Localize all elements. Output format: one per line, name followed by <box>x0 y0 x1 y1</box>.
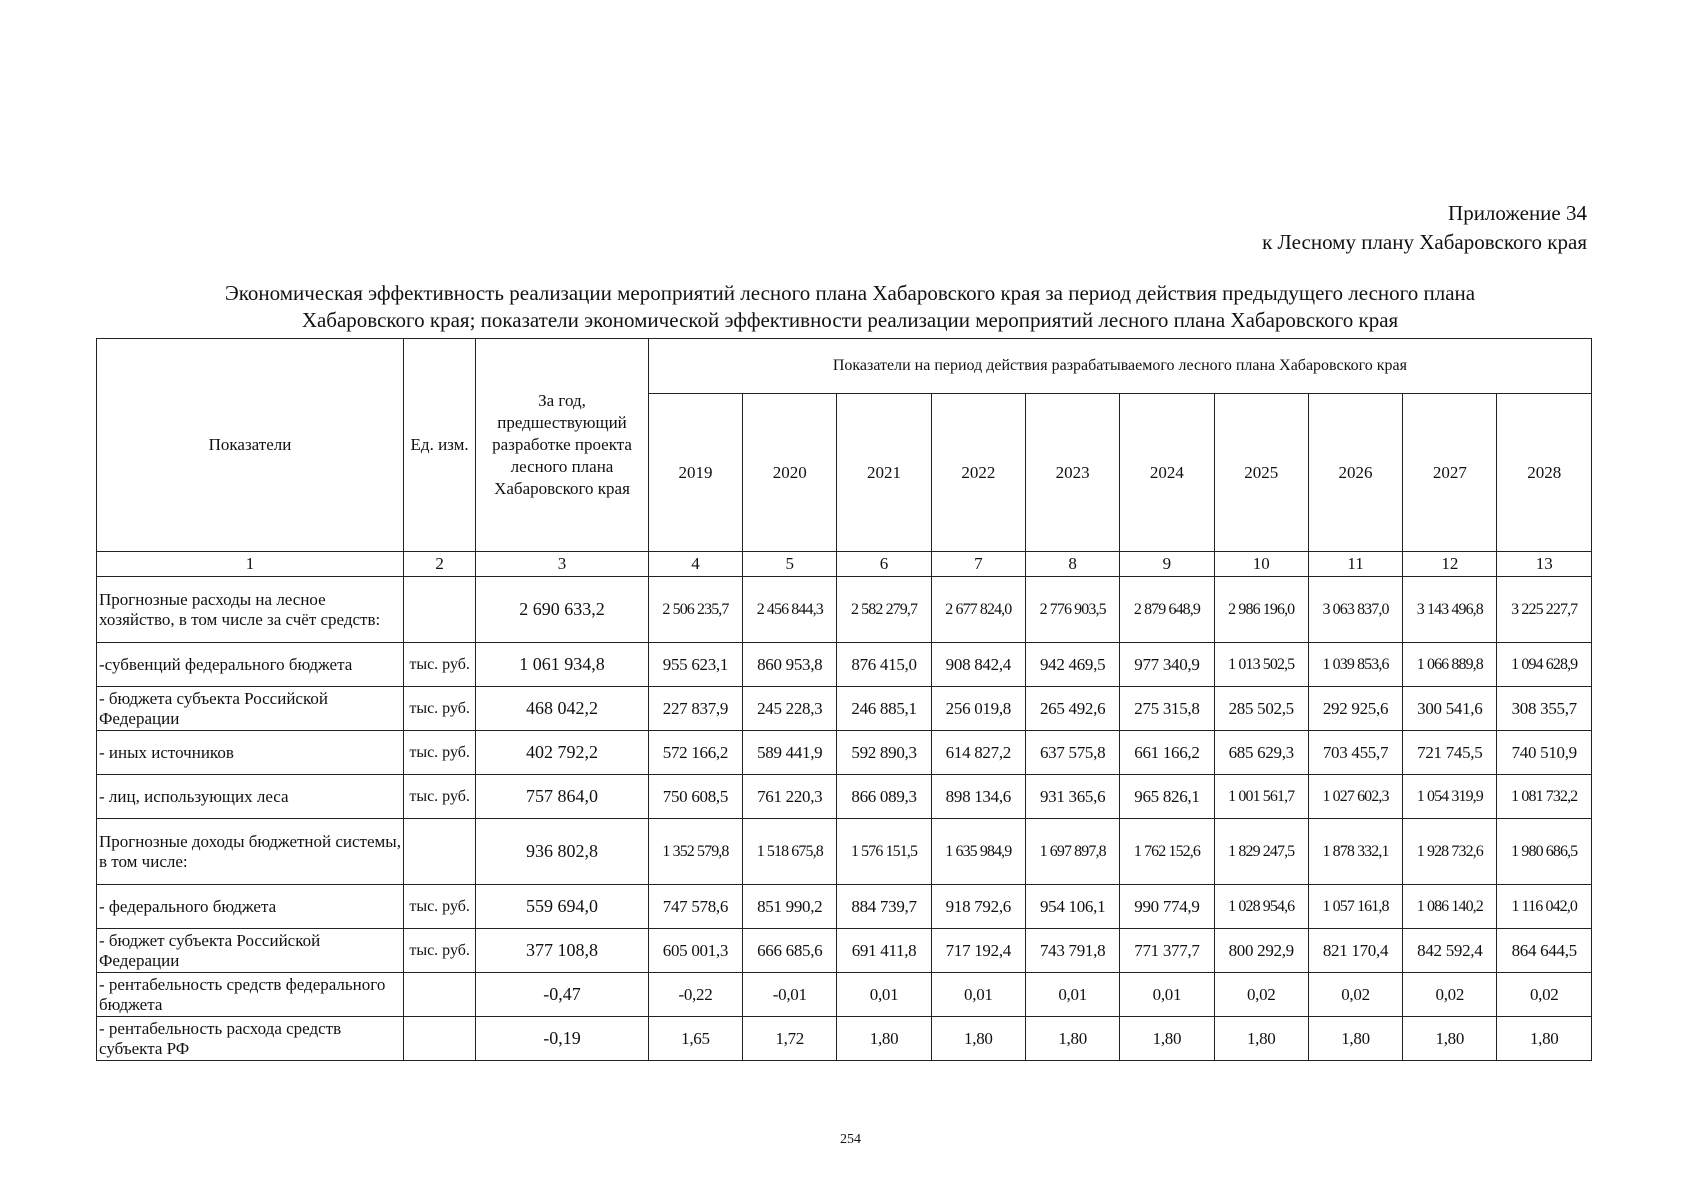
header-year: 2022 <box>931 394 1025 552</box>
row-year-value: 2 986 196,0 <box>1214 577 1308 643</box>
row-year-value: 3 143 496,8 <box>1403 577 1497 643</box>
row-year-value: 3 063 837,0 <box>1308 577 1402 643</box>
row-indicator-name: Прогнозные расходы на лесное хозяйство, в том числе за счёт средств: <box>97 577 404 643</box>
row-year-value: 898 134,6 <box>931 775 1025 819</box>
row-year-value: 1 039 853,6 <box>1308 643 1402 687</box>
row-year-value: 0,01 <box>931 973 1025 1017</box>
row-year-value: 0,01 <box>837 973 931 1017</box>
row-year-value: 851 990,2 <box>743 885 837 929</box>
row-indicator-name: Прогнозные доходы бюджетной системы, в том числе: <box>97 819 404 885</box>
page-number: 254 <box>840 1132 861 1147</box>
row-year-value: 717 192,4 <box>931 929 1025 973</box>
row-year-value: 1,80 <box>1214 1017 1308 1061</box>
column-number: 3 <box>476 552 649 577</box>
appendix-reference: к Лесному плану Хабаровского края <box>1262 230 1587 254</box>
appendix-number: Приложение 34 <box>1448 201 1587 225</box>
column-number: 1 <box>97 552 404 577</box>
header-previous-year: За год, предшествующий разработке проекта лесного плана Хабаровского края <box>476 339 649 552</box>
header-year: 2025 <box>1214 394 1308 552</box>
appendix-caption <box>1262 199 1587 257</box>
row-year-value: 256 019,8 <box>931 687 1025 731</box>
row-year-value: 942 469,5 <box>1025 643 1119 687</box>
row-year-value: 884 739,7 <box>837 885 931 929</box>
row-unit <box>404 819 476 885</box>
table-row <box>97 819 1592 885</box>
header-unit: Ед. изм. <box>404 339 476 552</box>
row-year-value: 1 518 675,8 <box>743 819 837 885</box>
row-year-value: 605 001,3 <box>648 929 742 973</box>
row-year-value: 227 837,9 <box>648 687 742 731</box>
row-year-value: 1 116 042,0 <box>1497 885 1592 929</box>
header-year: 2028 <box>1497 394 1592 552</box>
row-year-value: 703 455,7 <box>1308 731 1402 775</box>
header-year: 2024 <box>1120 394 1214 552</box>
row-year-value: 2 506 235,7 <box>648 577 742 643</box>
row-year-value: 1,80 <box>1497 1017 1592 1061</box>
row-year-value: 721 745,5 <box>1403 731 1497 775</box>
header-year: 2020 <box>743 394 837 552</box>
table-row <box>97 885 1592 929</box>
table-body <box>97 577 1592 1061</box>
row-year-value: 1 086 140,2 <box>1403 885 1497 929</box>
row-year-value: 1,72 <box>743 1017 837 1061</box>
row-year-value: 2 677 824,0 <box>931 577 1025 643</box>
row-year-value: 740 510,9 <box>1497 731 1592 775</box>
row-previous-year-value: -0,19 <box>476 1017 649 1061</box>
row-year-value: 1 980 686,5 <box>1497 819 1592 885</box>
row-year-value: 990 774,9 <box>1120 885 1214 929</box>
column-number: 9 <box>1120 552 1214 577</box>
header-year: 2026 <box>1308 394 1402 552</box>
column-number: 10 <box>1214 552 1308 577</box>
column-number: 11 <box>1308 552 1402 577</box>
row-year-value: 300 541,6 <box>1403 687 1497 731</box>
row-indicator-name: - рентабельность расхода средств субъекта РФ <box>97 1017 404 1061</box>
row-indicator-name: - рентабельность средств федерального бюджета <box>97 973 404 1017</box>
row-year-value: 800 292,9 <box>1214 929 1308 973</box>
row-year-value: 691 411,8 <box>837 929 931 973</box>
table-row <box>97 775 1592 819</box>
column-number: 5 <box>743 552 837 577</box>
row-previous-year-value: 757 864,0 <box>476 775 649 819</box>
row-year-value: 860 953,8 <box>743 643 837 687</box>
row-year-value: 572 166,2 <box>648 731 742 775</box>
row-year-value: 0,02 <box>1403 973 1497 1017</box>
header-year: 2023 <box>1025 394 1119 552</box>
row-year-value: 1 028 954,6 <box>1214 885 1308 929</box>
row-year-value: 821 170,4 <box>1308 929 1402 973</box>
row-year-value: 2 879 648,9 <box>1120 577 1214 643</box>
header-year: 2019 <box>648 394 742 552</box>
row-year-value: 918 792,6 <box>931 885 1025 929</box>
row-year-value: 0,02 <box>1214 973 1308 1017</box>
row-year-value: 977 340,9 <box>1120 643 1214 687</box>
row-year-value: 1 013 502,5 <box>1214 643 1308 687</box>
column-number: 13 <box>1497 552 1592 577</box>
row-year-value: 245 228,3 <box>743 687 837 731</box>
table-row <box>97 577 1592 643</box>
row-year-value: 750 608,5 <box>648 775 742 819</box>
row-year-value: 1 576 151,5 <box>837 819 931 885</box>
row-year-value: 1 054 319,9 <box>1403 775 1497 819</box>
row-indicator-name: - бюджета субъекта Российской Федерации <box>97 687 404 731</box>
header-indicators: Показатели <box>97 339 404 552</box>
row-year-value: 0,02 <box>1497 973 1592 1017</box>
row-year-value: 1 081 732,2 <box>1497 775 1592 819</box>
column-number: 4 <box>648 552 742 577</box>
row-indicator-name: - лиц, использующих леса <box>97 775 404 819</box>
row-year-value: 1 762 152,6 <box>1120 819 1214 885</box>
row-year-value: 1 094 628,9 <box>1497 643 1592 687</box>
row-previous-year-value: 468 042,2 <box>476 687 649 731</box>
row-previous-year-value: 377 108,8 <box>476 929 649 973</box>
row-year-value: 1 697 897,8 <box>1025 819 1119 885</box>
row-previous-year-value: 2 690 633,2 <box>476 577 649 643</box>
table-row <box>97 687 1592 731</box>
row-year-value: 308 355,7 <box>1497 687 1592 731</box>
row-year-value: 265 492,6 <box>1025 687 1119 731</box>
row-unit <box>404 577 476 643</box>
table-row <box>97 973 1592 1017</box>
row-year-value: 2 582 279,7 <box>837 577 931 643</box>
row-indicator-name: - бюджет субъекта Российской Федерации <box>97 929 404 973</box>
row-year-value: 747 578,6 <box>648 885 742 929</box>
row-year-value: 285 502,5 <box>1214 687 1308 731</box>
row-year-value: 1 829 247,5 <box>1214 819 1308 885</box>
row-year-value: 876 415,0 <box>837 643 931 687</box>
row-year-value: 1,80 <box>1025 1017 1119 1061</box>
row-year-value: 1,80 <box>931 1017 1025 1061</box>
row-previous-year-value: 559 694,0 <box>476 885 649 929</box>
row-unit <box>404 973 476 1017</box>
row-year-value: -0,22 <box>648 973 742 1017</box>
row-year-value: -0,01 <box>743 973 837 1017</box>
row-year-value: 589 441,9 <box>743 731 837 775</box>
row-year-value: 614 827,2 <box>931 731 1025 775</box>
row-year-value: 292 925,6 <box>1308 687 1402 731</box>
row-year-value: 1 352 579,8 <box>648 819 742 885</box>
row-year-value: 2 456 844,3 <box>743 577 837 643</box>
row-year-value: 0,02 <box>1308 973 1402 1017</box>
row-year-value: 637 575,8 <box>1025 731 1119 775</box>
row-year-value: 592 890,3 <box>837 731 931 775</box>
row-year-value: 1,65 <box>648 1017 742 1061</box>
table-row <box>97 1017 1592 1061</box>
column-number: 6 <box>837 552 931 577</box>
row-year-value: 743 791,8 <box>1025 929 1119 973</box>
column-numbers-row <box>97 552 1592 577</box>
header-year: 2027 <box>1403 394 1497 552</box>
row-year-value: 931 365,6 <box>1025 775 1119 819</box>
document-title <box>100 280 1600 334</box>
row-year-value: 1 878 332,1 <box>1308 819 1402 885</box>
row-year-value: 661 166,2 <box>1120 731 1214 775</box>
row-unit: тыс. руб. <box>404 643 476 687</box>
row-year-value: 761 220,3 <box>743 775 837 819</box>
row-year-value: 685 629,3 <box>1214 731 1308 775</box>
row-previous-year-value: 402 792,2 <box>476 731 649 775</box>
row-year-value: 908 842,4 <box>931 643 1025 687</box>
row-year-value: 965 826,1 <box>1120 775 1214 819</box>
row-year-value: 1,80 <box>1308 1017 1402 1061</box>
row-year-value: 864 644,5 <box>1497 929 1592 973</box>
column-number: 7 <box>931 552 1025 577</box>
row-year-value: 955 623,1 <box>648 643 742 687</box>
header-plan-period: Показатели на период действия разрабатываемого лесного плана Хабаровского края <box>648 339 1591 394</box>
column-number: 2 <box>404 552 476 577</box>
table-row <box>97 731 1592 775</box>
column-number: 12 <box>1403 552 1497 577</box>
column-number: 8 <box>1025 552 1119 577</box>
row-year-value: 1 001 561,7 <box>1214 775 1308 819</box>
row-previous-year-value: 1 061 934,8 <box>476 643 649 687</box>
row-unit: тыс. руб. <box>404 731 476 775</box>
row-year-value: 2 776 903,5 <box>1025 577 1119 643</box>
row-unit: тыс. руб. <box>404 687 476 731</box>
row-year-value: 0,01 <box>1025 973 1119 1017</box>
row-year-value: 1 066 889,8 <box>1403 643 1497 687</box>
row-year-value: 1,80 <box>837 1017 931 1061</box>
row-year-value: 771 377,7 <box>1120 929 1214 973</box>
row-year-value: 1,80 <box>1403 1017 1497 1061</box>
row-year-value: 1 027 602,3 <box>1308 775 1402 819</box>
row-previous-year-value: -0,47 <box>476 973 649 1017</box>
row-previous-year-value: 936 802,8 <box>476 819 649 885</box>
row-year-value: 3 225 227,7 <box>1497 577 1592 643</box>
row-year-value: 954 106,1 <box>1025 885 1119 929</box>
table-row <box>97 643 1592 687</box>
row-unit <box>404 1017 476 1061</box>
table-row <box>97 929 1592 973</box>
document-title-line-2: Хабаровского края; показатели экономической эффективности реализации мероприятий лесного плана Хабаровского края <box>301 308 1399 332</box>
row-indicator-name: - федерального бюджета <box>97 885 404 929</box>
row-year-value: 666 685,6 <box>743 929 837 973</box>
row-year-value: 866 089,3 <box>837 775 931 819</box>
row-year-value: 842 592,4 <box>1403 929 1497 973</box>
row-year-value: 275 315,8 <box>1120 687 1214 731</box>
row-year-value: 0,01 <box>1120 973 1214 1017</box>
row-year-value: 1 057 161,8 <box>1308 885 1402 929</box>
row-year-value: 246 885,1 <box>837 687 931 731</box>
row-year-value: 1,80 <box>1120 1017 1214 1061</box>
row-indicator-name: - иных источников <box>97 731 404 775</box>
row-unit: тыс. руб. <box>404 929 476 973</box>
row-year-value: 1 635 984,9 <box>931 819 1025 885</box>
efficiency-table <box>96 338 1592 1061</box>
row-indicator-name: -субвенций федерального бюджета <box>97 643 404 687</box>
row-unit: тыс. руб. <box>404 775 476 819</box>
header-year: 2021 <box>837 394 931 552</box>
row-year-value: 1 928 732,6 <box>1403 819 1497 885</box>
document-title-line-1: Экономическая эффективность реализации мероприятий лесного плана Хабаровского края за период действия предыдущего лесного плана <box>224 281 1476 305</box>
row-unit: тыс. руб. <box>404 885 476 929</box>
